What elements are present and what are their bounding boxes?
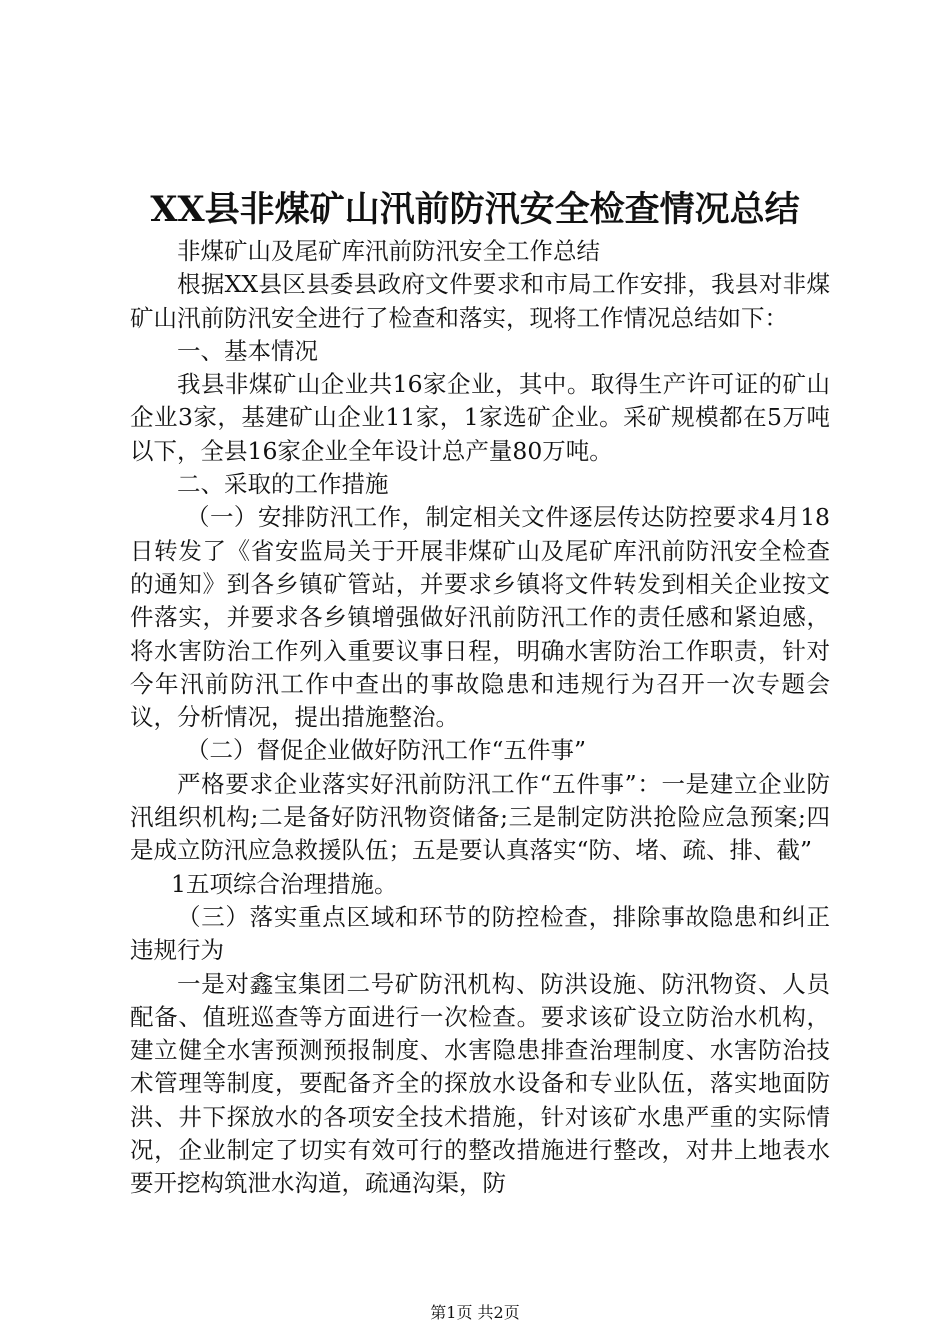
paragraph: 一是对鑫宝集团二号矿防汛机构、防洪设施、防汛物资、人员配备、值班巡查等方面进行一次检查。要求该矿设立防治水机构，建立健全水害预测预报制度、水害隐患排查治理制度、水害防治技术管理等制度，要配备齐全的探放水设备和专业队伍，落实地面防洪、井下探放水的各项安全技术措施，针对该矿水患严重的实际情况，企业制定了切实有效可行的整改措施进行整改，对井上地表水要开挖构筑泄水沟道，疏通沟渠，防 [130,969,830,1198]
paragraph: 非煤矿山及尾矿库汛前防汛安全工作总结 [177,237,600,265]
section-heading: 一、基本情况 [177,336,318,365]
document-title: XX县非煤矿山汛前防汛安全检查情况总结 [150,189,800,230]
section-heading: 二、采取的工作措施 [177,470,389,499]
paragraph: 我县非煤矿山企业共16家企业，其中。取得生产许可证的矿山企业3家，基建矿山企业11家，1家选矿企业。采矿规模都在5万吨以下，全县16家企业全年设计总产量80万吨。 [130,370,830,465]
subsection-heading: （二）督促企业做好防汛工作“五件事” [186,736,587,765]
paragraph: 根据XX县区县委县政府文件要求和市局工作安排，我县对非煤矿山汛前防汛安全进行了检查和落实，现将工作情况总结如下： [130,270,830,332]
page-footer: 第1页 共2页 [430,1303,520,1322]
paragraph: 1五项综合治理措施。 [171,869,398,898]
paragraph: 严格要求企业落实好汛前防汛工作“五件事”：一是建立企业防汛组织机构;二是备好防汛物资储备;三是制定防洪抢险应急预案;四是成立防汛应急救援队伍；五是要认真落实“防、堵、疏、排、截” [130,769,830,865]
paragraph: （一）安排防汛工作，制定相关文件逐层传达防控要求4月18日转发了《省安监局关于开展非煤矿山及尾矿库汛前防汛安全检查的通知》到各乡镇矿管站，并要求乡镇将文件转发到相关企业按文件落实，并要求各乡镇增强做好汛前防汛工作的责任感和紧迫感，将水害防治工作列入重要议事日程，明确水害防治工作职责，针对今年汛前防汛工作中查出的事故隐患和违规行为召开一次专题会议，分析情况，提出措施整治。 [130,503,830,732]
document-body [130,235,830,1201]
subsection-heading: （三）落实重点区域和环节的防控检查，排除事故隐患和纠正违规行为 [130,902,830,965]
